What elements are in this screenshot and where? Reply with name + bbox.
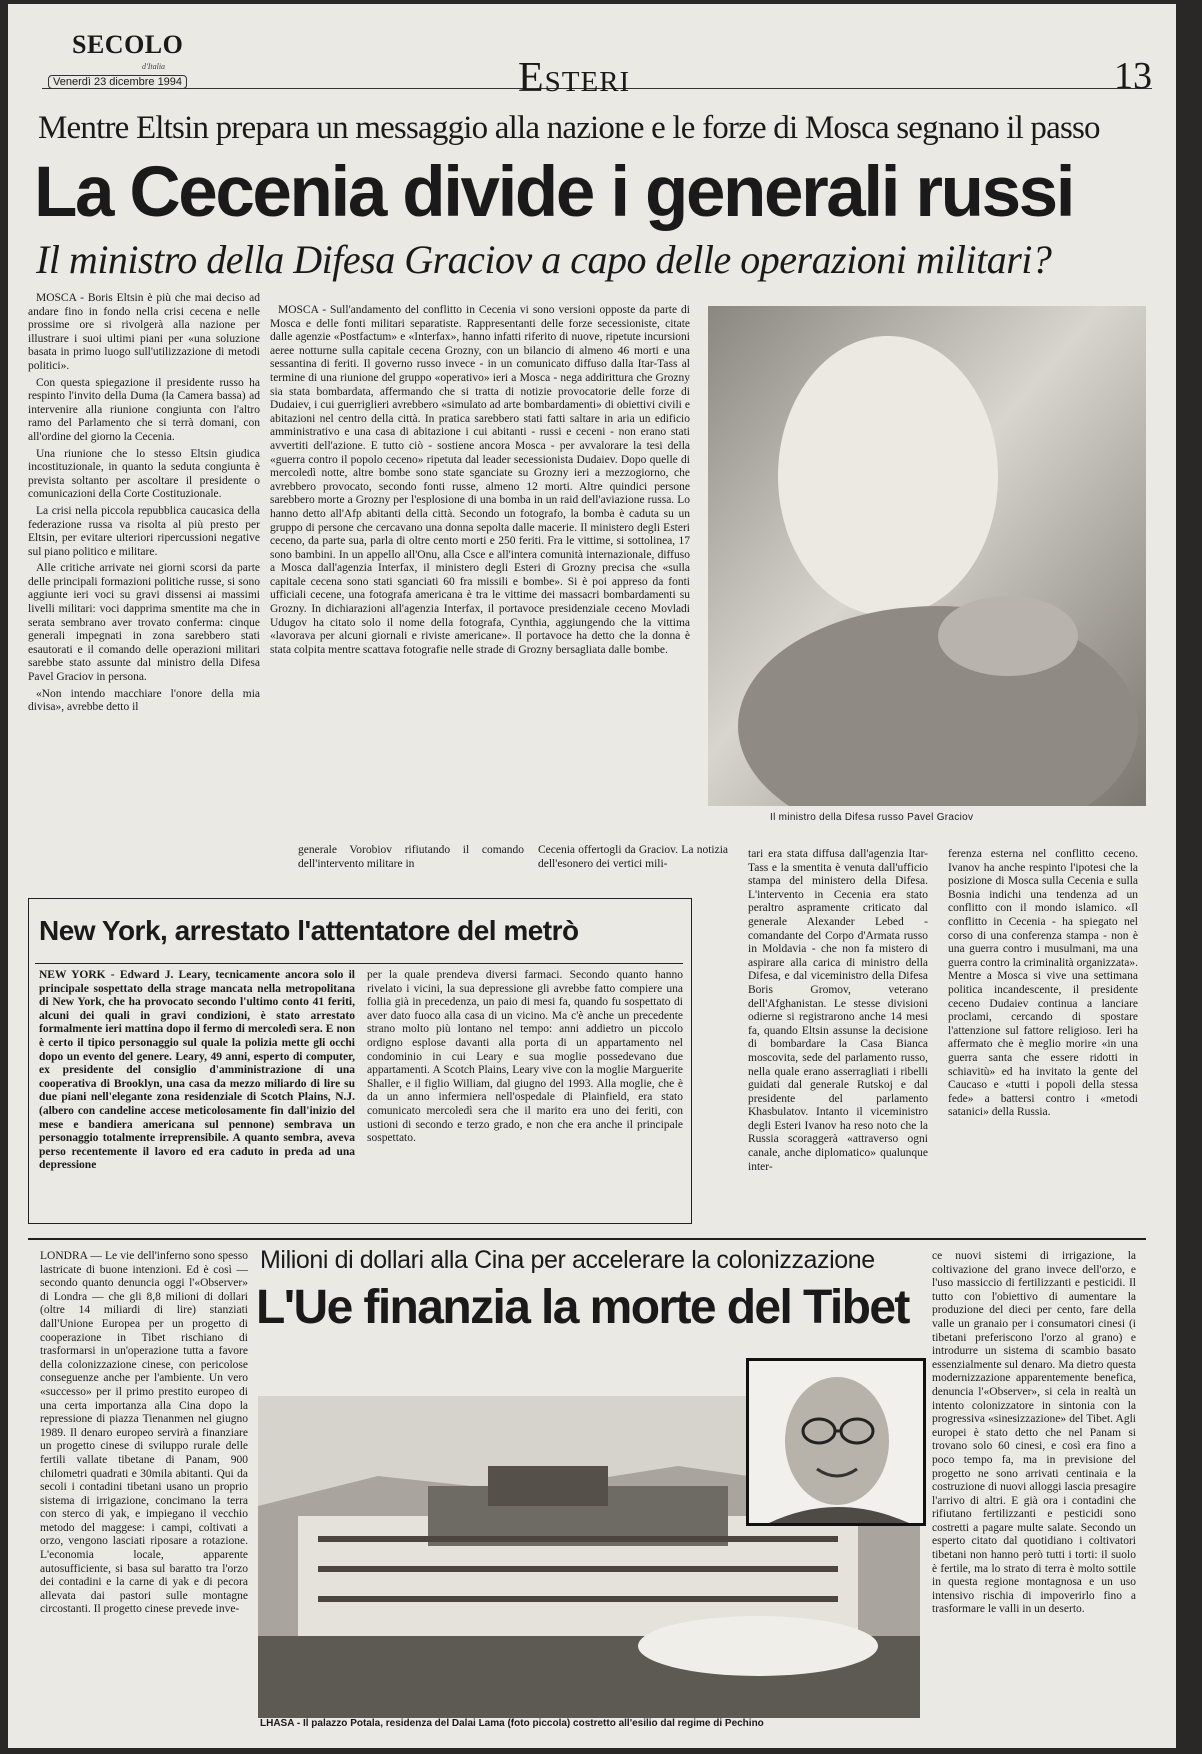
lead-column [28,292,260,878]
main-kicker: Mentre Eltsin prepara un messaggio alla nazione e le forze di Mosca segnano il passo [38,110,1100,146]
tibet-article [28,1238,1146,1740]
ny-rule [35,963,683,964]
main-body [270,304,690,826]
dateline: Venerdì 23 dicembre 1994 [48,75,187,89]
ny-column-1: NEW YORK - Edward J. Leary, tecnicamente ancora solo il principale sospettato della strage mancata nella metropolitana di New York, che ha provocato secondo l'ultimo conto 41 feriti, alcuni dei quali in gravi condizioni, è stato arrestato formalmente ieri mattina dopo il fermo di mercoledì sera. E non è certo il tipico personaggio sul quale la polizia mette gli occhi dopo un evento del genere. Leary, 49 anni, esperto di computer, ex presidente del consiglio d'amministrazione di una cooperativa di Brooklyn, una casa da mezzo miliardo di lire su due piani nell'elegante zona residenziale di Scotch Plains, N.J. (albero con candeline accese meticolosamente fin dall'inizio del mese e bandiera americana sul pennone) sembrava un personaggio totalmente irreprensibile. A quanto sembra, aveva perso recentemente il lavoro ed era caduto in preda ad una depressione [39,969,355,1172]
lead-paragraph: «Non intendo macchiare l'onore della mia divisa», avrebbe detto il [28,687,260,714]
masthead [28,24,1158,106]
section-title: Esteri [518,55,631,101]
newspaper-logo-sub: d'Italia [142,62,166,71]
lead-paragraph: Alle critiche arrivate nei giorni scorsi da parte delle principali formazioni politiche russe, si sono aggiunte ieri voci su gravi dissensi ai massimi livelli militari: voci dapprima smentite ma che in serata sembrano aver trovato conferma: cinque generali impegnati in zona sarebbero stati esautorati e il comando delle operazioni militari sarebbe stato assunte dal ministro della Difesa Pavel Graciov in persona. [28,562,260,684]
photo-dalai-lama [746,1358,926,1526]
main-subhead: Il ministro della Difesa Graciov a capo delle operazioni militari? [36,237,1052,282]
tibet-kicker: Milioni di dollari alla Cina per accelerare la colonizzazione [260,1246,875,1274]
right-column-1: tari era stata diffusa dall'agenzia Itar-Tass e la smentita è venuta dall'ufficio stampa del ministero della Difesa. L'intervento in Cecenia era stato peraltro aspramente criticato dal generale Alexander Lebed - comandante del Corpo d'Armata russo in Moldavia - che non fa mistero di aspirare alla carica di ministro della Difesa, e dal viceministro della Difesa Boris Gromov, veterano dell'Afghanistan. Le stesse divisioni odierne si registrarono anche 14 mesi fa, quando Eltsin assunse la decisione di bombardare la Casa Bianca moscovita, sede del parlamento russo, nella quale erano asserragliati i ribelli guidati dal generale Rutskoj e dal presidente del parlamento Khasbulatov. Intanto il viceministro degli Esteri Ivanov ha reso noto che la Russia scoraggerà «attraverso ogni canale, anche diplomatico» qualunque inter- [748,848,928,1173]
newspaper-page [8,4,1176,1748]
ny-column-2: per la quale prendeva diversi farmaci. Secondo quanto hanno rivelato i vicini, la sua depressione gli avrebbe fatto compiere una follia già in precedenza, un paio di mesi fa, quando fu sospettato di aver dato fuoco alla casa di un vicino. Ma c'è anche un precedente strano molto più lontano nel tempo: anni addietro un piccolo ordigno esplose davanti alla porta di un appartamento nel condominio in cui Leary e sua moglie possedevano due appartamenti. A Scotch Plains, Leary vive con la moglie Marguerite Shaller, e il figlio William, dal giugno del 1993. Alla moglie, che è da un anno infermiera nell'ospedale di Plainfield, era stato comunicato mercoledì sera che il marito era uno dei feriti, con ustioni di secondo e terzo grado, e non che era anche il principale sospettato. [367,969,683,1145]
main-body-text: MOSCA - Sull'andamento del conflitto in Cecenia vi sono versioni opposte da parte di Mosca e delle fonti militari separatiste. Rappresentanti delle forze secessioniste, citate dalle agenzie «Postfactum» e «Interfax», hanno infatti riferito di nuove, ripetute incursioni aeree notturne sulla capitale cecena Grozny, con un bilancio di almeno 46 morti e una sessantina di feriti. Il governo russo invece - in un comunicato diffuso dalla Itar-Tass al termine di una riunione del gruppo «operativo» ieri a Mosca - nega addirittura che Grozny sia stata bombardata, affermando che si tratta di notizie provocatorie delle forze di Dudaiev, i cui guerriglieri avrebbero «simulato ad arte bombardamenti» di obiettivi civili e abitazioni nel centro della città. In pratica sarebbero stati fatti saltare in aria un edificio amministrativo e una casa di abitazione i cui abitanti - russi e ceceni - non erano stati avvertiti dell'azione. E tutto ciò - sostiene ancora Mosca - per avvalorare la tesi della «guerra contro il popolo ceceno» ripetuta dal leader secessionista Dudaiev. Dopo quelle di mercoledì notte, altre bombe sono state sganciate su Grozny ieri a mezzogiorno, che avrebbero provocato, secondo fonti russe, almeno 12 morti. Altre quindici persone sarebbero morte a Grozny per l'esplosione di una bomba in un raid dell'aviazione russa. Lo hanno detto all'Afp abitanti della città. Secondo un fotografo, la bomba è caduta su un gruppo di persone che cercavano una donna sepolta dalle macerie. Il ministero degli Esteri ceceno, da parte sua, parla di oltre cento morti e 250 feriti. Fra le vittime, si sottolinea, 17 sono bambini. In un appello all'Onu, alla Csce e all'intera comunità internazionale, diffuso a Mosca dall'agenzia Interfax, il ministero degli Esteri di Grozny precisa che «sulla capitale cecena sono stati sganciati 60 fra missili e bombe». Si è poi appreso da fonti ufficiali cecene, una fotografa americana è tra le vittime dei massacri bombardamenti su Grozny. In dichiarazioni all'agenzia Interfax, il portavoce presidenziale ceceno Movladi Udugov ha citato solo il nome della fotografa, Cynthia, aggiungendo che la vittima «lavorava per alcuni giornali e riviste americane». Il portavoce ha detto che la donna è stata colpita mentre scattava fotografie nelle strade di Grozny bersagliata dalle bombe. [270,304,690,656]
lead-paragraph: Con questa spiegazione il presidente russo ha respinto l'invito della Duma (la Camera bassa) ad intervenire alla riunione congiunta con l'altro ramo del Parlamento che si terrà domani, con all'ordine del giorno la Cecenia. [28,376,260,443]
lead-paragraph: La crisi nella piccola repubblica caucasica della federazione russa va risolta al più presto per Eltsin, per evitare ulteriori ripercussioni negative sul piano politico e militare. [28,504,260,558]
photo-graciov [708,306,1146,806]
right-column-2: ferenza esterna nel conflitto ceceno. Ivanov ha anche respinto l'ipotesi che la posizione di Mosca sulla Cecenia e sulla Bosnia indichi una tendenza ad un conflitto con il mondo islamico. «Il conflitto in Cecenia - ha spiegato nel corso di una conferenza stampa - non è una guerra contro i musulmani, ma una guerra contro la criminalità organizzata». Mentre a Mosca si vive una settimana politica incandescente, il presidente ceceno Dudaiev continua a lanciare proclami, cercando di spostare l'attenzione sul fattore religioso. Ieri ha affermato che è meglio morire «in una guerra santa che essere ridotti in schiavitù» ed ha invitato la gente del Caucaso e «tutti i popoli della stessa fede» a battersi contro i «metodi satanici» della Russia. [948,848,1138,1119]
tibet-column-right: ce nuovi sistemi di irrigazione, la coltivazione del grano invece dell'orzo, e l'uso massiccio di fertilizzanti e pesticidi. Il tutto con l'obiettivo di aumentare la produzione del dieci per cento, fare della valle un granaio per i consumatori cinesi (i tibetani preferiscono l'orzo al grano) e introdurre un sistema di scambio basato essenzialmente sul denaro. Ma dietro questa modernizzazione apparentemente benefica, denuncia l'«Observer», si cela in realtà un intento colonizzatore in sintonia con la progressiva «sinesizzazione» del Tibet. Agli europei è stato detto che nel Panam si trovano solo 60 cinesi, e così era fino a poco tempo fa, ma in previsione del progetto ne sono arrivati centinaia e la costruzione di nuovi alloggi lascia presagire l'arrivo di altri. E già ora i contadini che rifiutano fertilizzanti e pesticidi sono costretti a pagare multe salate. Secondo un esperto citato dal quotidiano i coltivatori tibetani non hanno però tutti i torti: il suolo è fertile, ma lo strato di terra è molto sottile in questa regione montagnosa e un uso intensivo rischia di impoverirlo fino a trasformare le valli in un deserto. [932,1250,1136,1616]
main-headline: La Cecenia divide i generali russi [34,153,1074,232]
photo-caption-graciov: Il ministro della Difesa russo Pavel Graciov [770,812,974,823]
continuation-1: generale Vorobiov rifiutando il comando dell'intervento militare in [298,844,524,870]
page-number: 13 [1114,55,1152,97]
ny-headline: New York, arrestato l'attentatore del metrò [39,915,579,946]
tibet-headline: L'Ue finanzia la morte del Tibet [256,1281,909,1334]
lead-paragraph: MOSCA - Boris Eltsin è più che mai deciso ad andare fino in fondo nella crisi cecena e nelle prossime ore si rivolgerà alla nazione per illustrare i suoi ultimi piani per «una soluzione basata in primo luogo sull'utilizzazione di metodi politici». [28,292,260,372]
continuation-2: Cecenia offertogli da Graciov. La notizia dell'esonero dei vertici mili- [538,844,728,870]
newspaper-logo: SECOLO [72,30,184,59]
tibet-column-1: LONDRA — Le vie dell'inferno sono spesso lastricate di buone intenzioni. Ed è così — secondo quanto denuncia oggi l'«Observer» di Londra — che gli 8,8 milioni di dollari (oltre 14 miliardi di lire) stanziati dall'Unione Europea per un progetto di cooperazione in Tibet rischiano di trasformarsi in un'operazione tutta a favore della colonizzazione cinese, con pericolose conseguenze anche per l'ambiente. Un vero «successo» per il primo prestito europeo di una certa importanza alla Cina dopo la repressione di piazza Tienanmen nel giugno 1989. Il denaro europeo servirà a finanziare un progetto cinese di sviluppo rurale delle fertili vallate tibetane di Panam, 900 chilometri quadrati e 30mila abitanti. Qui da secoli i contadini tibetani usano un proprio sistema di irrigazione, concimano la terra con sterco di yak, e impiegano il vecchio metodo del maggese: i campi, coltivati a orzo, vengono lasciati riposare a rotazione. L'economia locale, apparente autosufficiente, si basa sul baratto tra l'orzo dei contadini e la carne di yak e di pecora allevata dai pastori sulle montagne circostanti. Il progetto cinese prevede inve- [40,1250,248,1616]
lead-paragraph: Una riunione che lo stesso Eltsin giudica incostituzionale, in quanto la seduta congiunta è prevista soltanto per ascoltare il presidente o comunicazioni della Corte Costituzionale. [28,447,260,501]
ny-article-box [28,898,692,1224]
photo-caption-tibet: LHASA - Il palazzo Potala, residenza del Dalai Lama (foto piccola) costretto all'esilio dal regime di Pechino [260,1718,764,1729]
